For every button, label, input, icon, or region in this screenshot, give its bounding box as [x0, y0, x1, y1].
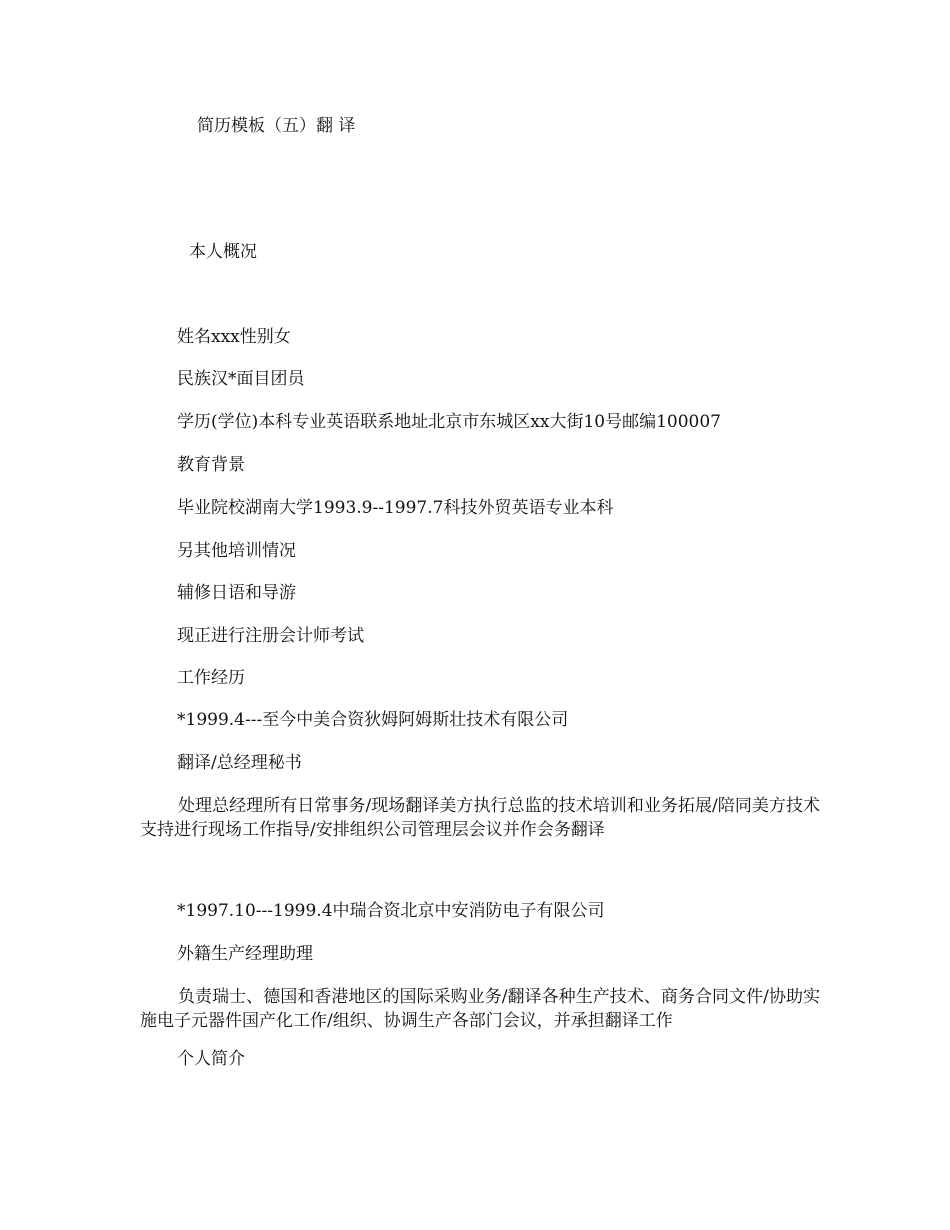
document-title: 简历模板（五）翻 译 — [197, 116, 356, 136]
job-description: 处理总经理所有日常事务/现场翻译美方执行总监的技术培训和业务拓展/陪同美方技术支持进行现场工作指导/安排组织公司管理层会议并作会务翻译 — [140, 796, 820, 840]
job-header: *1999.4---至今中美合资狄姆阿姆斯壮技术有限公司 — [177, 710, 569, 730]
section-heading-profile: 个人简介 — [177, 1049, 245, 1069]
section-heading-work: 工作经历 — [177, 668, 245, 688]
school-line: 毕业院校湖南大学1993.9--1997.7科技外贸英语专业本科 — [177, 498, 614, 518]
training-item: 辅修日语和导游 — [177, 583, 296, 603]
section-heading-education: 教育背景 — [177, 455, 245, 475]
education-contact-line: 学历(学位)本科专业英语联系地址北京市东城区xx大街10号邮编100007 — [177, 412, 721, 432]
job-header: *1997.10---1999.4中瑞合资北京中安消防电子有限公司 — [177, 901, 605, 921]
name-gender-line: 姓名xxx性别女 — [177, 327, 291, 347]
job-title: 翻译/总经理秘书 — [177, 753, 302, 773]
training-item: 现正进行注册会计师考试 — [177, 626, 364, 646]
section-heading-training: 另其他培训情况 — [177, 541, 296, 561]
section-heading-personal: 本人概况 — [189, 242, 257, 262]
job-title: 外籍生产经理助理 — [177, 944, 313, 964]
ethnicity-line: 民族汉*面目团员 — [177, 369, 305, 389]
job-description: 负责瑞士、德国和香港地区的国际采购业务/翻译各种生产技术、商务合同文件/协助实施电子元器件国产化工作/组织、协调生产各部门会议，并承担翻译工作 — [140, 987, 820, 1031]
